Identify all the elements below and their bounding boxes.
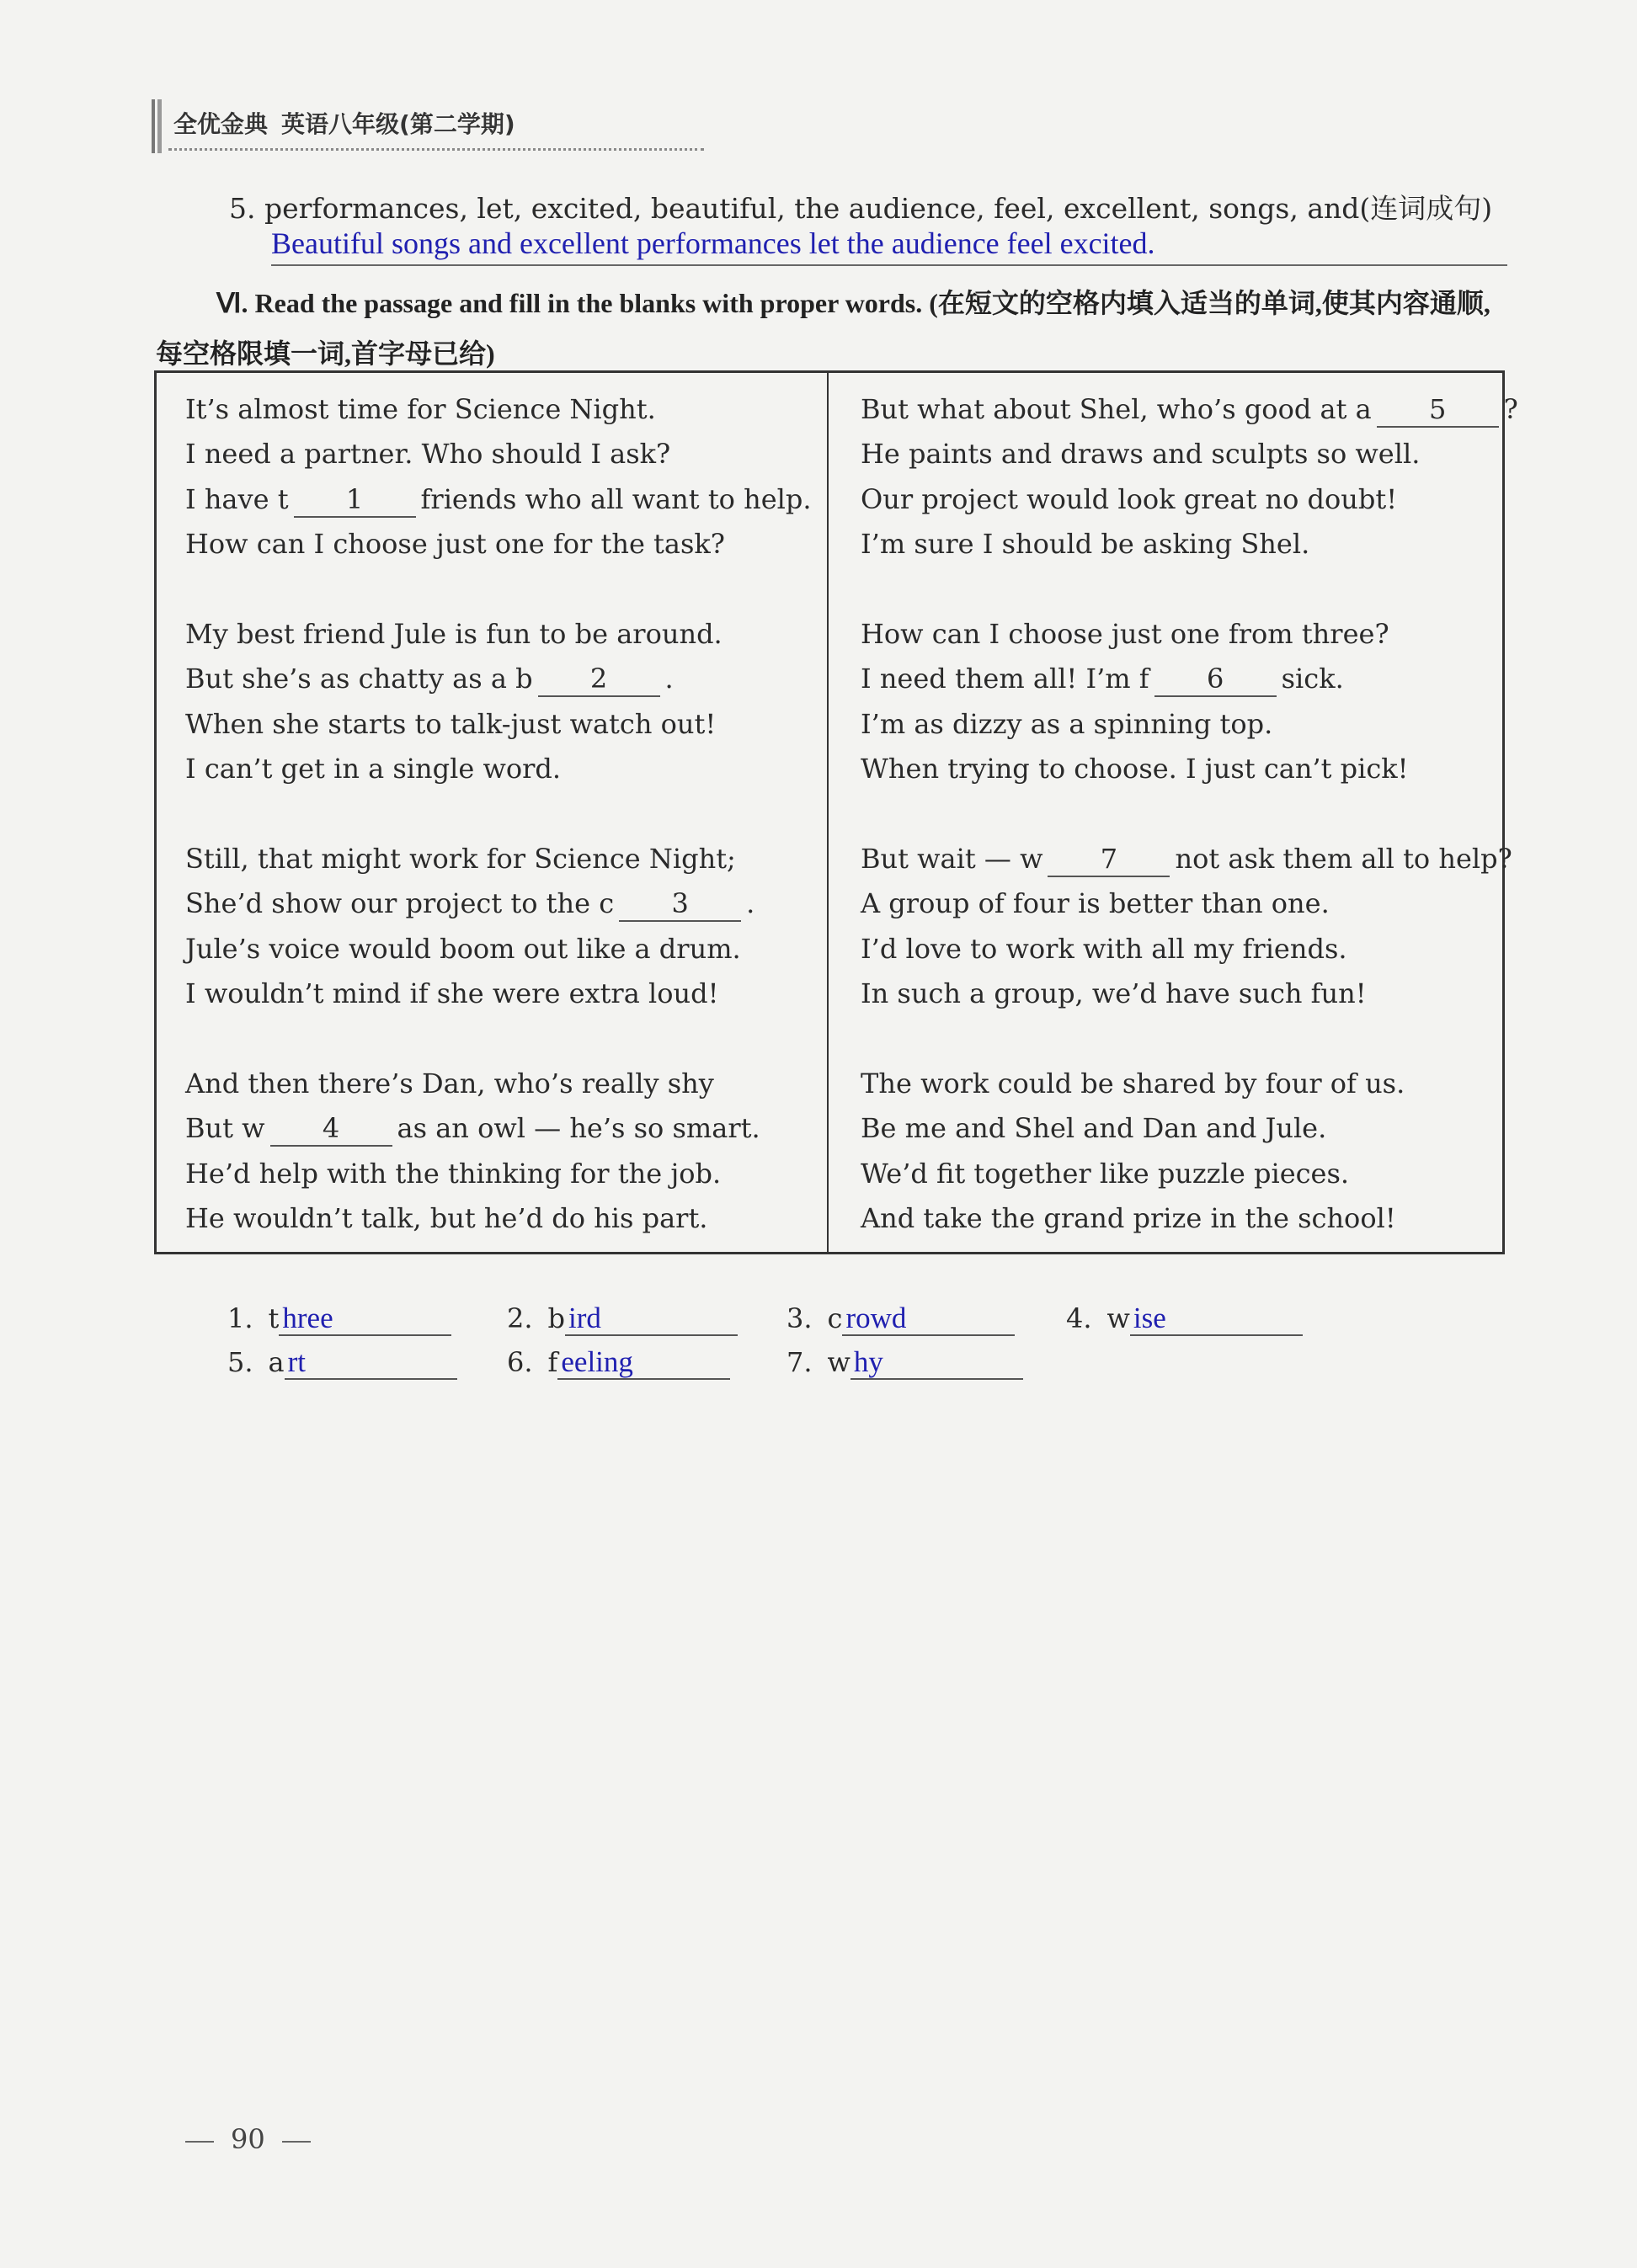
stanza-gap [861, 1016, 1518, 1061]
answer-item [507, 1340, 787, 1384]
blank-7: 7 [1048, 842, 1170, 877]
poem-line [861, 747, 1518, 791]
poem-line-text: A group of four is better than one. [861, 887, 1330, 920]
answer-initial-letter: c [827, 1302, 843, 1334]
poem-line [185, 881, 812, 926]
answer-fill [279, 1302, 451, 1336]
blank-3: 3 [619, 886, 741, 922]
answer-key [227, 1296, 1346, 1384]
poem-line-text: I can’t get in a single word. [185, 753, 562, 785]
answer-number: 5. [227, 1346, 253, 1378]
answer-number: 4. [1066, 1302, 1092, 1334]
blank-2: 2 [538, 662, 660, 697]
poem-line-text: But she’s as chatty as a b [185, 663, 533, 695]
section-instruction-text: Read the passage and fill in the blanks with proper words. (在短文的空格内填入适当的单词,使其内容通顺,每空格限填一词,首字母已给) [156, 288, 1490, 369]
answer-number: 1. [227, 1302, 253, 1334]
poem-line-text: It’s almost time for Science Night. [185, 393, 656, 425]
answer-initial-letter: b [547, 1302, 566, 1334]
page-number [168, 2123, 328, 2155]
poem-line-text: When she starts to talk-just watch out! [185, 707, 717, 740]
poem-line-text: Our project would look great no doubt! [861, 482, 1398, 515]
answer-fill [850, 1346, 1023, 1380]
question-5-answer: Beautiful songs and excellent performances let the audience feel excited. [271, 226, 1507, 266]
poem-line-text: How can I choose just one for the task? [185, 528, 725, 561]
poem-line [185, 837, 812, 881]
answer-row [227, 1296, 1346, 1340]
poem-line-text: I need them all! I’m f [861, 663, 1149, 695]
answer-fill-text: eeling [561, 1345, 633, 1378]
poem-line [861, 837, 1518, 881]
poem-line-text: Still, that might work for Science Night; [185, 842, 736, 875]
stanza-gap [861, 792, 1518, 837]
poem-line [861, 432, 1518, 476]
answer-initial-letter: a [268, 1346, 285, 1378]
poem-right-column [861, 387, 1518, 1241]
poem-line-text: When trying to choose. I just can’t pick! [861, 753, 1409, 785]
poem-line-text: ? [1503, 393, 1518, 425]
poem-line [185, 657, 812, 701]
page-number-dash [282, 2141, 311, 2143]
answer-initial-letter: f [547, 1346, 558, 1378]
poem-line-text: In such a group, we’d have such fun! [861, 977, 1367, 1010]
header-divider [168, 148, 704, 151]
header-title [173, 106, 515, 140]
blank-4: 4 [270, 1111, 392, 1147]
poem-line [185, 612, 812, 657]
answer-initial-letter: w [1106, 1302, 1130, 1334]
poem-line [861, 1196, 1518, 1241]
blank-1: 1 [294, 482, 416, 518]
poem-line [861, 927, 1518, 972]
section-instructions [156, 278, 1503, 379]
answer-item [787, 1296, 1066, 1340]
poem-line [185, 1106, 812, 1151]
poem-line-text: . [746, 887, 755, 920]
stanza-gap [861, 567, 1518, 612]
poem-line-text: Be me and Shel and Dan and Jule. [861, 1112, 1327, 1145]
poem-line-text: friends who all want to help. [420, 482, 812, 515]
answer-fill [842, 1302, 1015, 1336]
poem-line-text: And then there’s Dan, who’s really shy [185, 1067, 714, 1099]
poem-column-divider [827, 370, 829, 1254]
poem-line [861, 972, 1518, 1016]
poem-line-text: But what about Shel, who’s good at a [861, 393, 1372, 425]
poem-line [185, 927, 812, 972]
poem-line [861, 1106, 1518, 1151]
answer-fill-text: rt [287, 1345, 306, 1378]
blank-5: 5 [1377, 392, 1499, 428]
poem-line [861, 1062, 1518, 1106]
poem-line-text: And take the grand prize in the school! [861, 1202, 1396, 1235]
poem-line-text: Jule’s voice would boom out like a drum. [185, 932, 741, 965]
answer-initial-letter: w [827, 1346, 850, 1378]
poem-line-text: I’m sure I should be asking Shel. [861, 528, 1310, 561]
stanza-gap [185, 792, 812, 837]
answer-initial-letter: t [268, 1302, 280, 1334]
poem-line [185, 477, 812, 522]
question-5-prompt: performances, let, excited, beautiful, the audience, feel, excellent, songs, and(连词成句) [264, 192, 1493, 225]
header-bar [152, 99, 162, 153]
poem-line [861, 612, 1518, 657]
poem-line-text: I need a partner. Who should I ask? [185, 438, 671, 471]
poem-line [185, 702, 812, 747]
poem-line-text: He wouldn’t talk, but he’d do his part. [185, 1202, 708, 1235]
poem-line [185, 387, 812, 432]
poem-line [861, 881, 1518, 926]
answer-number: 3. [787, 1302, 813, 1334]
answer-item [1066, 1296, 1346, 1340]
poem-line [861, 522, 1518, 567]
poem-line-text: I have t [185, 482, 289, 515]
blank-6: 6 [1154, 662, 1277, 697]
page-number-value: 90 [231, 2123, 265, 2155]
poem-line [185, 1062, 812, 1106]
answer-fill [1130, 1302, 1303, 1336]
answer-item [227, 1296, 507, 1340]
poem-line [185, 432, 812, 476]
answer-fill [565, 1302, 738, 1336]
poem-line [185, 1152, 812, 1196]
answer-fill [285, 1346, 457, 1380]
answer-number: 2. [507, 1302, 533, 1334]
answer-number: 7. [787, 1346, 813, 1378]
poem-line-text: We’d fit together like puzzle pieces. [861, 1157, 1350, 1190]
answer-item [227, 1340, 507, 1384]
stanza-gap [185, 1016, 812, 1061]
stanza-gap [185, 567, 812, 612]
answer-item [787, 1340, 1066, 1384]
poem-line-text: But wait — w [861, 842, 1043, 875]
poem-line-text: as an owl — he’s so smart. [397, 1112, 760, 1145]
answer-row [227, 1340, 1346, 1384]
poem-line-text: sick. [1281, 663, 1344, 695]
poem-line [185, 1196, 812, 1241]
answer-fill-text: ird [568, 1302, 601, 1334]
poem-line [861, 387, 1518, 432]
answer-fill-text: hy [853, 1345, 883, 1378]
book-title: 全优金典 [173, 110, 269, 138]
question-5 [229, 187, 1492, 226]
answer-fill-text: hree [282, 1302, 333, 1334]
answer-fill-text: rowd [845, 1302, 907, 1334]
poem-line-text: not ask them all to help? [1175, 842, 1512, 875]
poem-line [861, 1152, 1518, 1196]
poem-line-text: . [664, 663, 674, 695]
page-number-dash [185, 2141, 214, 2143]
poem-line-text: But w [185, 1112, 265, 1145]
answer-number: 6. [507, 1346, 533, 1378]
poem-line [861, 702, 1518, 747]
question-5-number: 5. [229, 192, 256, 225]
poem-line-text: He paints and draws and sculpts so well. [861, 438, 1421, 471]
answer-fill [557, 1346, 730, 1380]
poem-line [185, 522, 812, 567]
poem-line-text: How can I choose just one from three? [861, 617, 1389, 650]
book-subject: 英语八年级(第二学期) [281, 110, 515, 138]
poem-line-text: I wouldn’t mind if she were extra loud! [185, 977, 719, 1010]
poem-line [861, 657, 1518, 701]
poem-line-text: I’m as dizzy as a spinning top. [861, 707, 1273, 740]
poem-left-column [185, 387, 812, 1241]
poem-line-text: She’d show our project to the c [185, 887, 615, 920]
poem-line [185, 747, 812, 791]
answer-item [507, 1296, 787, 1340]
poem-line-text: The work could be shared by four of us. [861, 1067, 1405, 1099]
section-number: Ⅵ. [216, 288, 248, 318]
poem-line [185, 972, 812, 1016]
poem-line-text: My best friend Jule is fun to be around. [185, 617, 723, 650]
poem-line [861, 477, 1518, 522]
poem-line-text: I’d love to work with all my friends. [861, 932, 1347, 965]
poem-line-text: He’d help with the thinking for the job. [185, 1157, 722, 1190]
answer-fill-text: ise [1133, 1302, 1166, 1334]
